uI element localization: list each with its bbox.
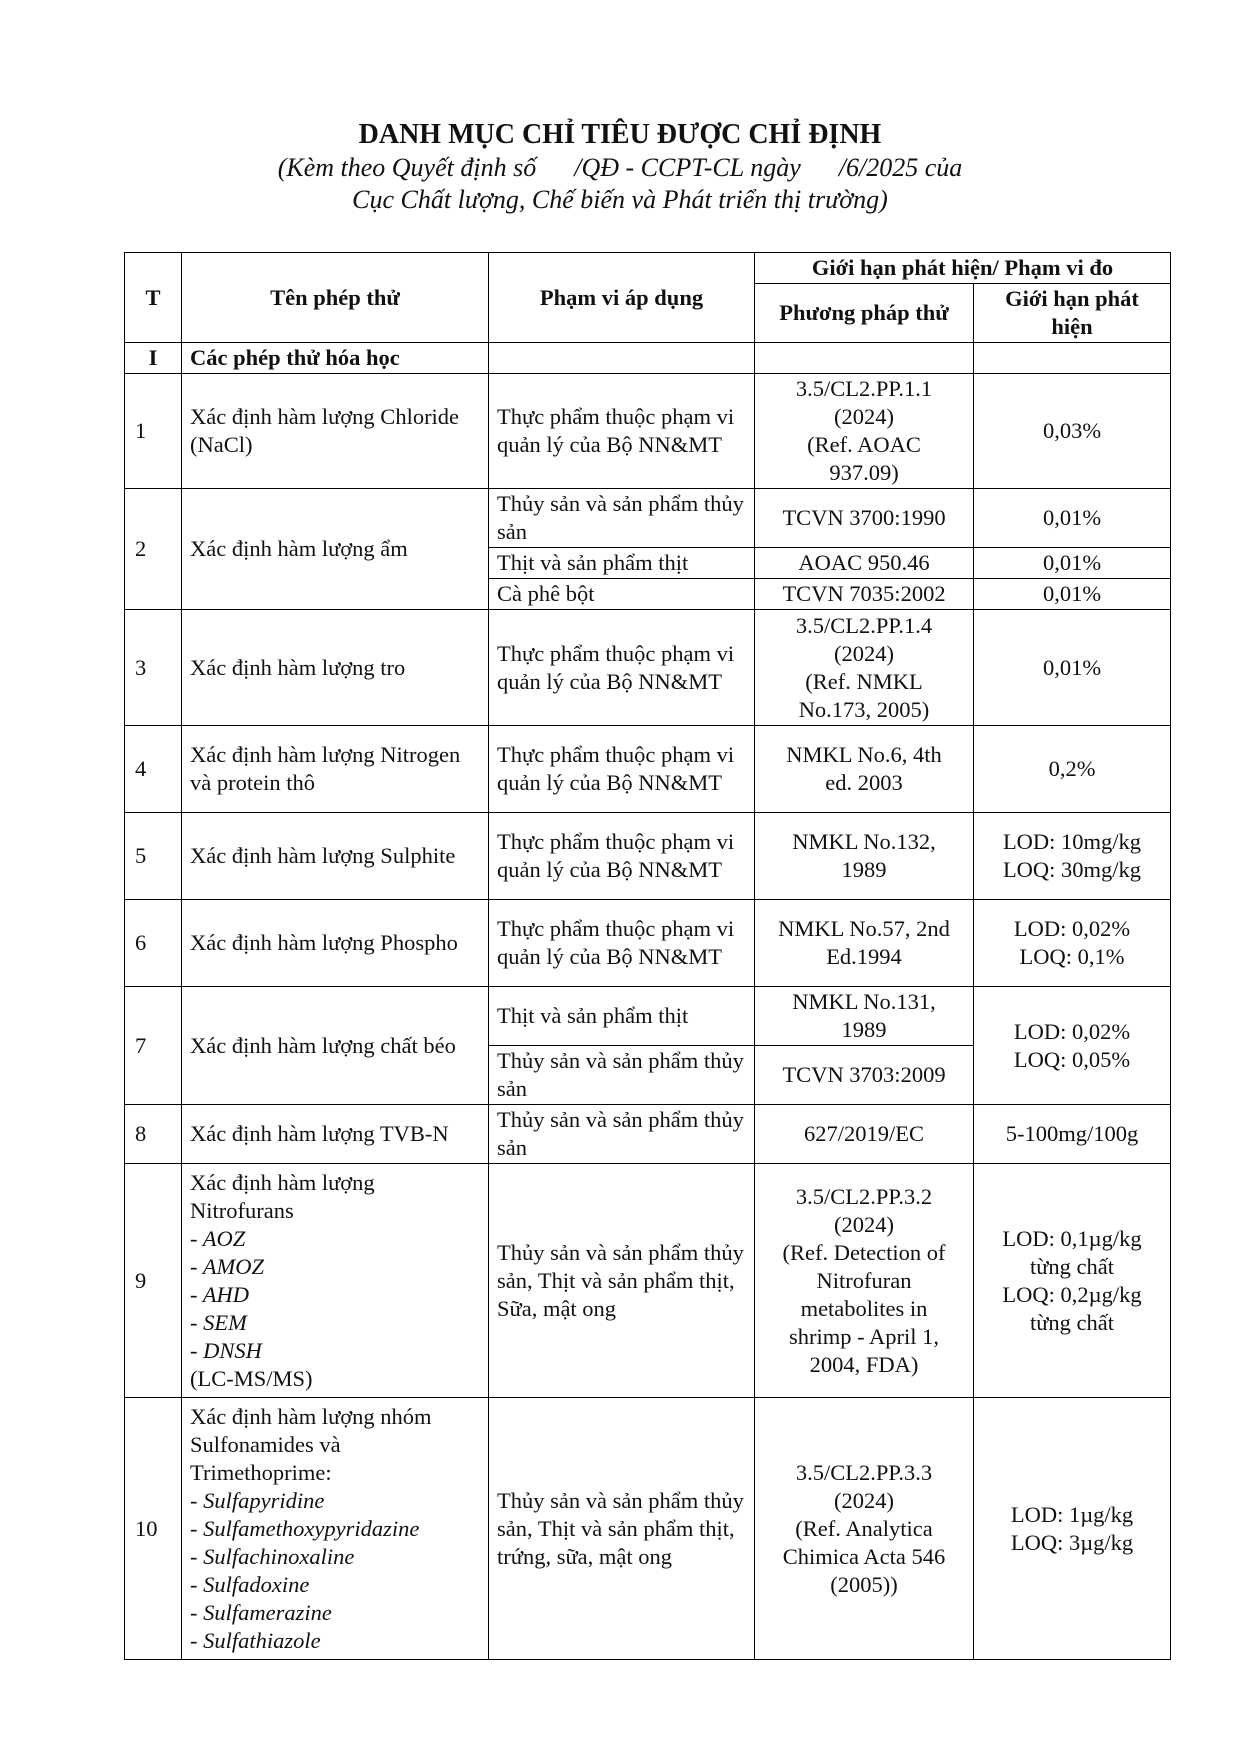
test-name: Xác định hàm lượng Nitrogen và protein thô — [182, 726, 489, 813]
decision-reference-part-2: /QĐ - CCPT-CL ngày — [574, 153, 801, 182]
detection-limit: 0,2% — [974, 726, 1171, 813]
detection-limit: LOD: 1µg/kg LOQ: 3µg/kg — [974, 1398, 1171, 1660]
scope: Thịt và sản phẩm thịt — [489, 987, 755, 1046]
document-title: DANH MỤC CHỈ TIÊU ĐƯỢC CHỈ ĐỊNH — [358, 119, 882, 150]
scope: Thủy sản và sản phẩm thủy sản, Thịt và sản phẩm thịt, Sữa, mật ong — [489, 1164, 755, 1398]
method: TCVN 3700:1990 — [755, 489, 974, 548]
test-name: Xác định hàm lượng ẩm — [182, 489, 489, 610]
scope: Thủy sản và sản phẩm thủy sản — [489, 489, 755, 548]
method: 3.5/CL2.PP.1.1 (2024) (Ref. AOAC 937.09) — [755, 374, 974, 489]
method: 627/2019/EC — [755, 1105, 974, 1164]
table-row — [125, 1105, 1171, 1164]
header-tt: T — [125, 253, 182, 343]
test-name: Xác định hàm lượng Chloride (NaCl) — [182, 374, 489, 489]
scope: Thủy sản và sản phẩm thủy sản, Thịt và sản phẩm thịt, trứng, sữa, mật ong — [489, 1398, 755, 1660]
row-number: 1 — [125, 374, 182, 489]
table-row — [125, 900, 1171, 987]
test-list-table — [124, 252, 1171, 1660]
header-scope: Phạm vi áp dụng — [489, 253, 755, 343]
test-name: Xác định hàm lượng nhóm Sulfonamides và Trimethoprime: - Sulfapyridine - Sulfamethoxypyridazine - Sulfachinoxaline - Sulfadoxine - Sulfamerazine - Sulfathiazole — [182, 1398, 489, 1660]
method: NMKL No.57, 2nd Ed.1994 — [755, 900, 974, 987]
table-row — [125, 374, 1171, 489]
detection-limit: 0,01% — [974, 610, 1171, 726]
table-row — [125, 610, 1171, 726]
decision-reference-part-1: (Kèm theo Quyết định số — [277, 153, 537, 182]
row-number: 2 — [125, 489, 182, 610]
detection-limit: 0,01% — [974, 548, 1171, 579]
row-number: 10 — [125, 1398, 182, 1660]
decision-reference — [0, 152, 1240, 184]
table-row — [125, 1164, 1171, 1398]
scope: Thực phẩm thuộc phạm vi quản lý của Bộ NN&MT — [489, 813, 755, 900]
detection-limit: 5-100mg/100g — [974, 1105, 1171, 1164]
row-number: 9 — [125, 1164, 182, 1398]
scope: Thực phẩm thuộc phạm vi quản lý của Bộ NN&MT — [489, 726, 755, 813]
method: 3.5/CL2.PP.1.4 (2024) (Ref. NMKL No.173, 2005) — [755, 610, 974, 726]
table-row — [125, 489, 1171, 548]
method: AOAC 950.46 — [755, 548, 974, 579]
method: 3.5/CL2.PP.3.2 (2024) (Ref. Detection of Nitrofuran metabolites in shrimp - April 1, 2004, FDA) — [755, 1164, 974, 1398]
detection-limit: LOD: 0,02% LOQ: 0,1% — [974, 900, 1171, 987]
detection-limit: LOD: 0,02% LOQ: 0,05% — [974, 987, 1171, 1105]
header-method: Phương pháp thử — [755, 284, 974, 343]
section-label: Các phép thử hóa học — [182, 343, 489, 374]
scope: Thực phẩm thuộc phạm vi quản lý của Bộ NN&MT — [489, 610, 755, 726]
row-number: 6 — [125, 900, 182, 987]
issuing-agency: Cục Chất lượng, Chế biến và Phát triển thị trường) — [352, 185, 888, 214]
row-number: 5 — [125, 813, 182, 900]
section-row — [125, 343, 1171, 374]
scope: Thủy sản và sản phẩm thủy sản — [489, 1105, 755, 1164]
header-detection-limit: Giới hạn phát hiện — [974, 284, 1171, 343]
row-number: 4 — [125, 726, 182, 813]
document-header — [0, 118, 1240, 216]
table-row — [125, 726, 1171, 813]
scope: Thịt và sản phẩm thịt — [489, 548, 755, 579]
detection-limit: LOD: 0,1µg/kg từng chất LOQ: 0,2µg/kg từng chất — [974, 1164, 1171, 1398]
method: NMKL No.132, 1989 — [755, 813, 974, 900]
detection-limit: LOD: 10mg/kg LOQ: 30mg/kg — [974, 813, 1171, 900]
header-limit-group: Giới hạn phát hiện/ Phạm vi đo — [755, 253, 1171, 284]
table-header-row — [125, 253, 1171, 284]
header-test-name: Tên phép thử — [182, 253, 489, 343]
test-name: Xác định hàm lượng Phospho — [182, 900, 489, 987]
method: NMKL No.131, 1989 — [755, 987, 974, 1046]
method: 3.5/CL2.PP.3.3 (2024) (Ref. Analytica Chimica Acta 546 (2005)) — [755, 1398, 974, 1660]
method: TCVN 7035:2002 — [755, 579, 974, 610]
row-number: 3 — [125, 610, 182, 726]
decision-reference-part-3: /6/2025 của — [838, 153, 963, 182]
method: TCVN 3703:2009 — [755, 1046, 974, 1105]
test-name: Xác định hàm lượng TVB-N — [182, 1105, 489, 1164]
row-number: 8 — [125, 1105, 182, 1164]
scope: Cà phê bột — [489, 579, 755, 610]
table-row — [125, 813, 1171, 900]
test-name: Xác định hàm lượng Nitrofurans - AOZ - AMOZ - AHD - SEM - DNSH (LC-MS/MS) — [182, 1164, 489, 1398]
test-name: Xác định hàm lượng tro — [182, 610, 489, 726]
method: NMKL No.6, 4th ed. 2003 — [755, 726, 974, 813]
section-number: I — [125, 343, 182, 374]
scope: Thủy sản và sản phẩm thủy sản — [489, 1046, 755, 1105]
scope: Thực phẩm thuộc phạm vi quản lý của Bộ NN&MT — [489, 374, 755, 489]
test-name: Xác định hàm lượng chất béo — [182, 987, 489, 1105]
table-row — [125, 987, 1171, 1046]
detection-limit: 0,01% — [974, 489, 1171, 548]
test-name: Xác định hàm lượng Sulphite — [182, 813, 489, 900]
table-row — [125, 1398, 1171, 1660]
detection-limit: 0,03% — [974, 374, 1171, 489]
detection-limit: 0,01% — [974, 579, 1171, 610]
scope: Thực phẩm thuộc phạm vi quản lý của Bộ NN&MT — [489, 900, 755, 987]
row-number: 7 — [125, 987, 182, 1105]
